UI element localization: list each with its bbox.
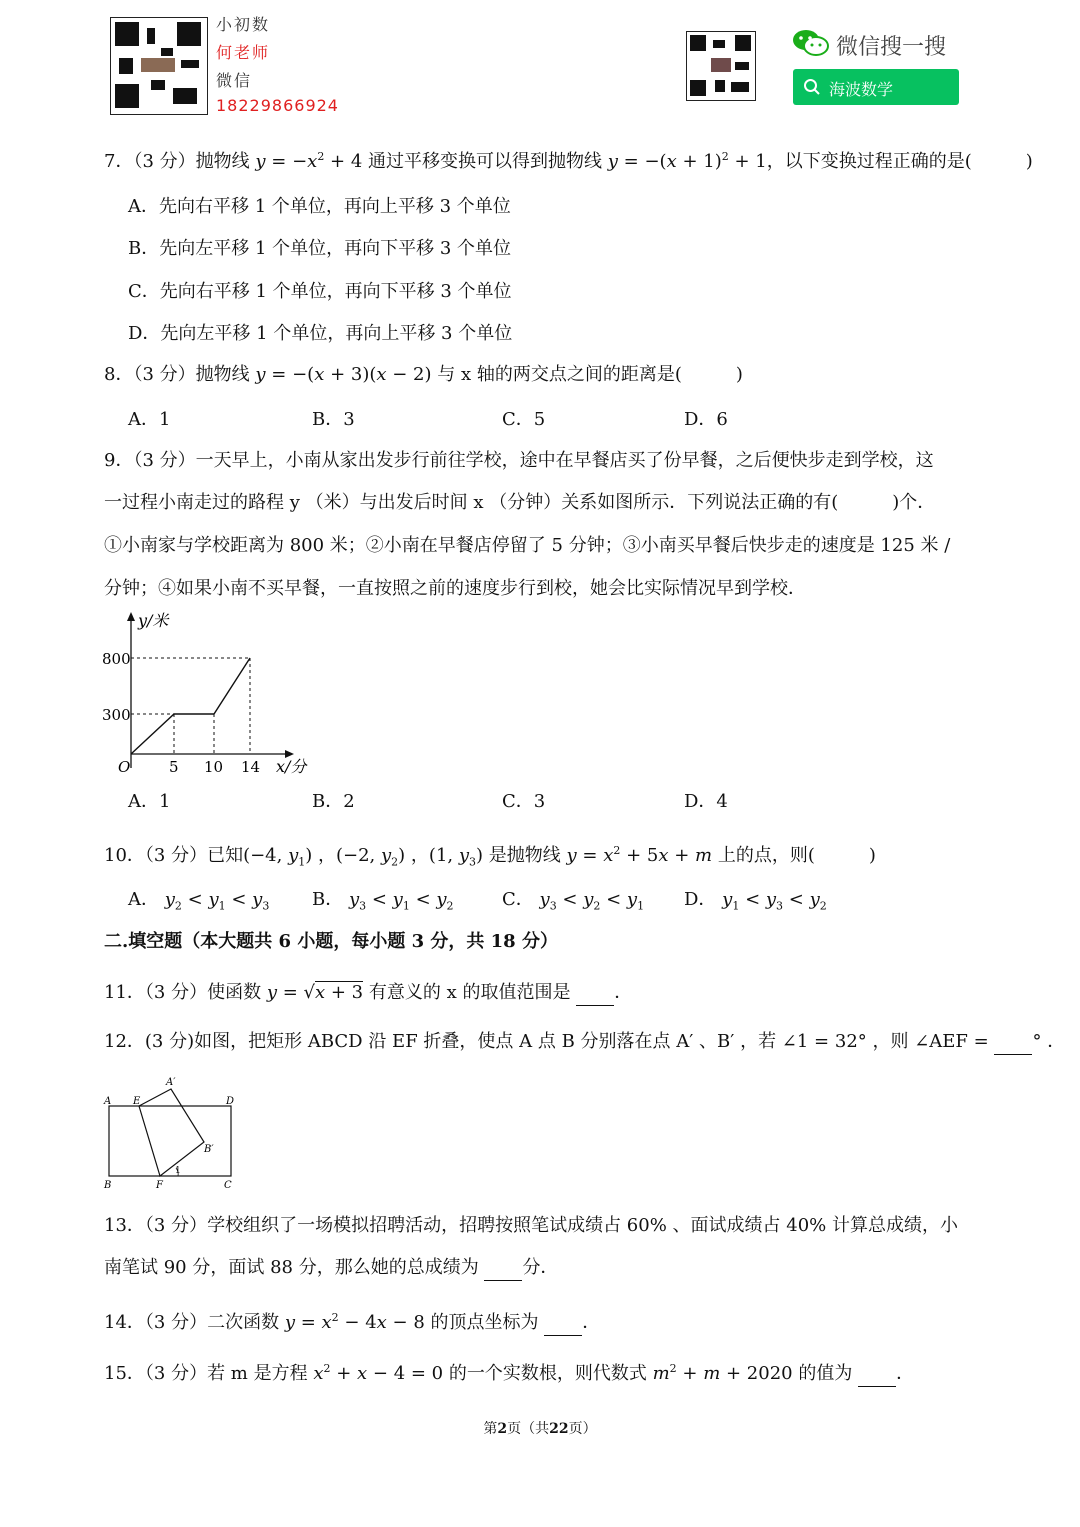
folded-rectangle-figure — [100, 1072, 245, 1192]
question-9-line-2: 一过程小南走过的路程 y （米）与出发后时间 x （分钟）关系如图所示．下列说法正确的有( )个． — [104, 492, 936, 513]
q8-option-c: C．5 — [502, 409, 546, 430]
x-tick-14: 14 — [241, 758, 261, 776]
q9-option-a: A．1 — [128, 791, 171, 812]
q8-option-a: A．1 — [128, 409, 171, 430]
wechat-search-button[interactable] — [793, 69, 959, 105]
contact-phone: 18229866924 — [216, 96, 339, 115]
search-icon — [803, 78, 821, 96]
q15-answer-blank[interactable] — [858, 1362, 896, 1387]
contact-qr-code — [110, 17, 208, 115]
q12-answer-blank[interactable] — [994, 1030, 1032, 1055]
q8-option-d: D．6 — [684, 409, 728, 430]
x-tick-5: 5 — [169, 758, 179, 776]
question-7: 7．（3 分）抛物线 $y = -x^2 + 4$ 通过平移变换可以得到抛物线 $y = -(x + 1)^2 + 1$，以下变换过程正确的是( ) — [104, 150, 1033, 172]
q10-option-b: B． $y_3 < y_1 < y_2$ — [312, 889, 454, 913]
label-C: C — [224, 1180, 232, 1191]
question-15: 15．（3 分）若 m 是方程 $x^2 + x - 4 = 0$ 的一个实数根，则代数式 $m^2 + m + 2020$ 的值为 ． — [104, 1357, 914, 1387]
label-B: B — [104, 1180, 112, 1191]
contact-line-2: 何老师 — [216, 43, 271, 62]
q7-option-b: B．先向左平移 1 个单位，再向下平移 3 个单位 — [128, 238, 512, 259]
origin-label: O — [118, 758, 131, 776]
rectangle-abcd — [109, 1106, 231, 1176]
label-A-prime: A′ — [166, 1077, 176, 1088]
wechat-qr-code — [686, 31, 756, 101]
contact-line-1: 小初数 — [216, 15, 271, 34]
q9-option-b: B．2 — [312, 791, 355, 812]
q13-answer-blank[interactable] — [484, 1256, 522, 1281]
contact-line-3: 微信 — [216, 71, 253, 90]
page-number: 2 — [497, 1421, 508, 1437]
question-13-line-2: 南笔试 90 分，面试 88 分，那么她的总成绩为 分． — [104, 1256, 558, 1281]
y-axis-label: y/米 — [138, 611, 169, 630]
question-9-line-3: ①小南家与学校距离为 800 米；②小南在早餐店停留了 5 分钟；③小南买早餐后快步走的速度是 125 米 / — [104, 535, 951, 556]
q7-option-c: C．先向右平移 1 个单位，再向下平移 3 个单位 — [128, 281, 512, 302]
y-tick-300: 300 — [102, 706, 131, 724]
question-10: 10．（3 分）已知(−4, $y_1$) ，(−2, $y_2$) ，(1, $y_3$) 是抛物线 $y = x^2 + 5x + m$ 上的点，则( ) — [104, 844, 876, 869]
question-9-line-4: 分钟；④如果小南不买早餐，一直按照之前的速度步行到校，她会比实际情况早到学校． — [104, 578, 806, 599]
q9-option-d: D．4 — [684, 791, 728, 812]
label-A: A — [104, 1096, 112, 1107]
label-D: D — [226, 1096, 235, 1107]
wechat-search-brand: 微信搜一搜 — [836, 34, 947, 59]
q7-option-a: A．先向右平移 1 个单位，再向上平移 3 个单位 — [128, 196, 511, 217]
fold-outline — [139, 1089, 204, 1176]
page-total: 22 — [549, 1421, 569, 1437]
search-label: 海波数学 — [829, 82, 894, 99]
question-12: 12．(3 分)如图，把矩形 ABCD 沿 EF 折叠，使点 A 点 B 分别落在点 A′ 、B′ ，若 ∠1 = 32° ，则 ∠AEF = ° ． — [104, 1030, 1065, 1055]
question-9-line-1: 9．（3 分）一天早上，小南从家出发步行前往学校，途中在早餐店买了份早餐，之后便快步走到学校，这 — [104, 450, 934, 471]
q11-answer-blank[interactable] — [576, 981, 614, 1006]
distance-line — [131, 658, 250, 754]
q8-option-b: B．3 — [312, 409, 355, 430]
label-E: E — [133, 1096, 141, 1107]
wechat-icon — [792, 28, 830, 58]
label-B-prime: B′ — [204, 1144, 214, 1155]
label-F: F — [156, 1180, 163, 1191]
distance-time-graph — [100, 608, 320, 783]
question-13-line-1: 13．（3 分）学校组织了一场模拟招聘活动，招聘按照笔试成绩占 60% 、面试成绩占 40% 计算总成绩，小 — [104, 1215, 958, 1236]
y-tick-800: 800 — [102, 650, 131, 668]
q14-answer-blank[interactable] — [544, 1311, 582, 1336]
q7-option-d: D．先向左平移 1 个单位，再向上平移 3 个单位 — [128, 323, 513, 344]
q10-option-c: C． $y_3 < y_2 < y_1$ — [502, 889, 645, 913]
x-tick-10: 10 — [204, 758, 224, 776]
page-footer: 第2页（共22页） — [483, 1421, 597, 1437]
question-11: 11．（3 分）使函数 y = √x + 3 有意义的 x 的取值范围是 ． — [104, 981, 632, 1006]
q10-option-d: D． $y_1 < y_3 < y_2$ — [684, 889, 827, 913]
question-8: 8．（3 分）抛物线 y = −(x + 3)(x − 2) 与 x 轴的两交点之间的距离是( ) — [104, 364, 743, 385]
y-axis-arrow — [127, 612, 135, 621]
question-14: 14．（3 分）二次函数 $y = x^2 - 4x - 8$ 的顶点坐标为 ． — [104, 1306, 600, 1336]
label-angle-1: 1 — [175, 1166, 181, 1176]
q10-option-a: A． $y_2 < y_1 < y_3$ — [128, 889, 270, 913]
section-2-heading: 二.填空题（本大题共 6 小题，每小题 3 分，共 18 分） — [104, 931, 558, 952]
q9-option-c: C．3 — [502, 791, 546, 812]
x-axis-label: x/分 — [276, 757, 307, 776]
